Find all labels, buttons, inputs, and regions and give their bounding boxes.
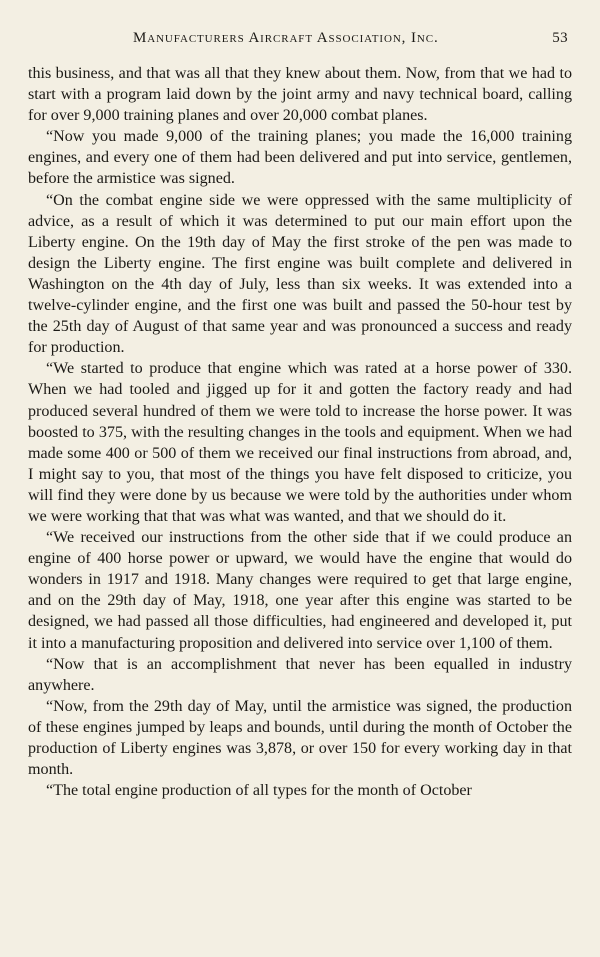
page-number: 53 [552,30,568,46]
body-text [28,63,572,801]
paragraph: “We received our instructions from the other side that if we could produce an engine of 400 horse power or upward, we would have the engine that would do wonders in 1917 and 1918. Many changes were required to get that large engine, and on the 29th day of May, 1918, one year after this engine was started to be designed, we had passed all those difficulties, had engineered and developed it, put it into a manufacturing proposition and delivered into service over 1,100 of them. [28,529,572,652]
running-head [28,30,568,50]
paragraph-continued: this business, and that was all that they knew about them. Now, from that we had to start with a program laid down by the joint army and navy technical board, calling for over 9,000 training planes and over 20,000 combat planes. [28,65,572,125]
running-title: Manufacturers Aircraft Association, Inc. [133,30,439,46]
paragraph: “We started to produce that engine which was rated at a horse power of 330. When we had tooled and jigged up for it and gotten the factory ready and had produced several hundred of them we were told to increase the horse power. It was boosted to 375, with the resulting changes in the tools and equipment. When we had made some 400 or 500 of them we received our final instructions from abroad, and, I might say to you, that most of the things you have felt disposed to criticize, you will find they were done by us because we were told by the authorities under whom we were working that that was what was wanted, and that we should do it. [28,360,572,525]
paragraph: “On the combat engine side we were oppressed with the same multiplicity of advice, as a result of which it was determined to put our main effort upon the Liberty engine. On the 19th day of May the first stroke of the pen was made to design the Liberty engine. The first engine was built complete and delivered in Washington on the 4th day of July, less than six weeks. It was extended into a twelve-cylinder engine, and the first one was built and passed the 50-hour test by the 25th day of August of that same year and was pronounced a success and ready for production. [28,191,572,357]
paragraph-continues: “The total engine production of all types for the month of October [46,782,472,800]
paragraph: “Now that is an accomplishment that never has been equalled in industry anywhere. [28,655,572,694]
paragraph: “Now you made 9,000 of the training planes; you made the 16,000 training engines, and every one of them had been delivered and put into service, gentlemen, before the armistice was signed. [28,128,572,188]
paragraph: “Now, from the 29th day of May, until the armistice was signed, the production of these engines jumped by leaps and bounds, until during the month of October the production of Liberty engines was 3,878, or over 150 for every working day in that month. [28,697,572,779]
